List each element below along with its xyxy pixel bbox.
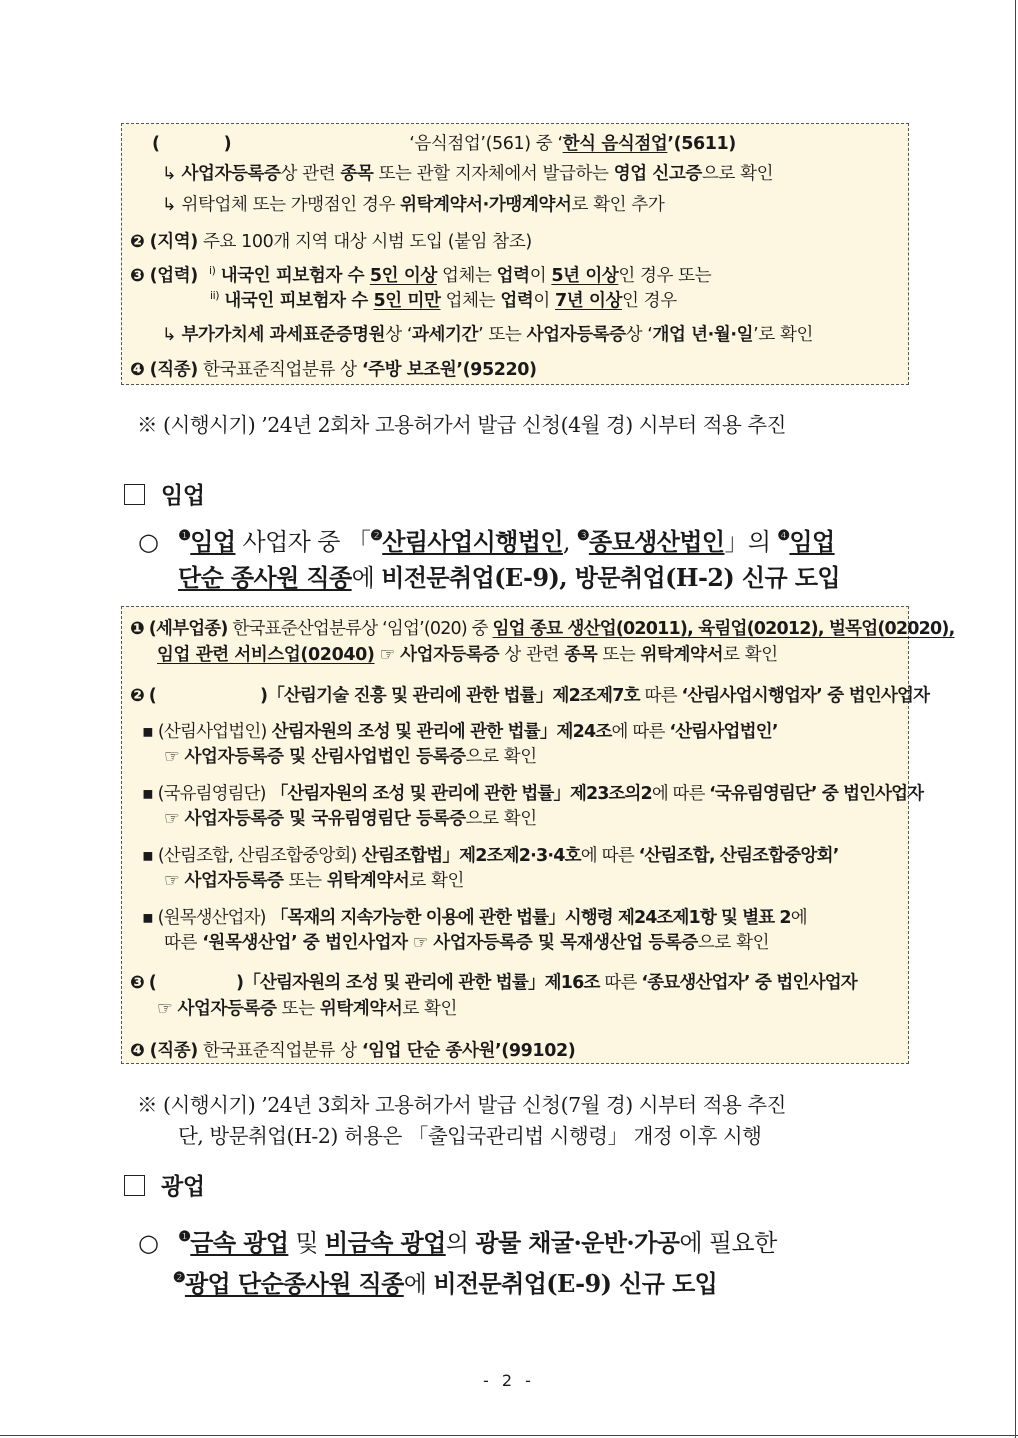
pointer-icon: ☞ xyxy=(374,645,401,665)
text: 따른 xyxy=(599,973,642,993)
bullet-square-icon: ▪ xyxy=(142,722,154,742)
text: 한국표준직업분류 상 xyxy=(197,360,362,380)
text-bold: 「산림기술 진흥 및 관리에 관한 법률」제2조제7호 xyxy=(267,686,640,706)
label: (원목생산업자) xyxy=(157,908,266,928)
text-bold: ‘산림조합, 산림조합중앙회’ xyxy=(638,846,839,866)
criteria-row xyxy=(164,929,769,954)
text-bold-underline: 비금속 광업 xyxy=(325,1228,446,1257)
forestry-main-line-1 xyxy=(138,522,835,557)
paren-open: ( xyxy=(152,134,160,154)
paren-open: ( xyxy=(148,686,156,706)
text: 로 확인 xyxy=(409,871,465,891)
text-bold-underline: 임업 종묘 생산업(02011), 육림업(02012), 벌목업(02020), xyxy=(492,619,955,639)
text-bold-underline: 종묘생산법인 xyxy=(588,527,725,556)
number-3-icon: ❸ xyxy=(130,973,145,993)
arrow-icon: ↳ xyxy=(162,325,177,345)
checkbox-square-icon xyxy=(124,1175,145,1196)
text-bold: ‘국유림영림단’ 중 법인사업자 xyxy=(709,784,924,804)
text-bold: 과세기간 xyxy=(412,325,479,345)
paren-open: ( xyxy=(148,973,156,993)
bullet-icon: ○ xyxy=(138,1229,159,1257)
text: 로 확인 xyxy=(402,999,458,1019)
sup-marker: ii) xyxy=(210,289,220,302)
text-bold: 「산림자원의 조성 및 관리에 관한 법률」제16조 xyxy=(243,973,600,993)
text: 상 관련 xyxy=(499,645,565,665)
text: 또는 xyxy=(283,871,327,891)
text-bold: 비전문취업(E-9), 방문취업(H-2) 신규 도입 xyxy=(381,563,841,592)
criteria-row xyxy=(164,867,464,892)
text-bold: 사업자등록증 및 목재생산업 등록증 xyxy=(433,933,698,953)
restaurant-criteria-box xyxy=(121,123,909,385)
text: ’로 확인 xyxy=(753,325,814,345)
text: 업체는 xyxy=(436,266,497,286)
text-bold-underline: 광업 단순종사원 직종 xyxy=(184,1269,404,1298)
text-bold: 사업자등록증 xyxy=(181,164,281,184)
pointer-icon: ☞ xyxy=(164,809,185,829)
text-bold: 위탁계약서 xyxy=(319,999,403,1019)
text-bold: 사업자등록증 xyxy=(177,999,277,1019)
label: (업력) xyxy=(149,266,198,286)
text: 으로 확인 xyxy=(465,747,537,767)
criteria-line-history-1 xyxy=(130,262,711,287)
label: (직종) xyxy=(149,1041,198,1061)
text: ’ 또는 xyxy=(478,325,527,345)
number-1-icon: ❶ xyxy=(130,619,145,639)
text-bold: ‘산림사업시행업자’ 중 법인사업자 xyxy=(681,686,930,706)
label: (국유림영림단) xyxy=(157,784,266,804)
text-bold: ‘산림사업법인’ xyxy=(669,722,778,742)
text: 인 경우 xyxy=(622,291,677,311)
criteria-row xyxy=(142,842,839,867)
text-bold: 영업 신고증 xyxy=(613,164,702,184)
section-heading-mining xyxy=(124,1168,205,1201)
text-bold: 내국인 피보험자 수 xyxy=(224,291,374,311)
criteria-row xyxy=(130,969,857,994)
text: 」의 xyxy=(724,528,778,556)
text: 에 따른 xyxy=(651,784,710,804)
text: 한국표준직업분류 상 xyxy=(197,1041,362,1061)
text: 상 관련 xyxy=(280,164,341,184)
text-bold: 「산림자원의 조성 및 관리에 관한 법률」제23조의2 xyxy=(265,784,652,804)
page-border-bottom xyxy=(0,1435,1018,1436)
number-2-icon: ❷ xyxy=(130,686,145,706)
criteria-line-consign xyxy=(162,191,664,216)
label: (지역) xyxy=(149,232,198,252)
text-bold: 「목재의 지속가능한 이용에 관한 법률」시행령 제24조제1항 및 별표 2 xyxy=(265,908,791,928)
text: 한국표준산업분류상 ‘임업’(020) 중 xyxy=(227,619,493,639)
pointer-icon: ☞ xyxy=(157,999,178,1019)
text-bold: 비전문취업(E-9) 신규 도입 xyxy=(433,1269,718,1298)
number-2-icon: ❷ xyxy=(370,528,383,544)
text: 이 xyxy=(533,291,556,311)
page-number: - 2 - xyxy=(483,1371,535,1390)
criteria-row xyxy=(130,615,954,640)
text: 인 경우 또는 xyxy=(618,266,712,286)
text: ‘음식점업’(561) 중 ‘ xyxy=(409,134,563,154)
text: 의 xyxy=(445,1229,476,1257)
text: 으로 확인 xyxy=(701,164,774,184)
number-3-icon: ❸ xyxy=(576,528,589,544)
text: 따른 xyxy=(639,686,682,706)
text-bold: 위탁계약서 xyxy=(326,871,410,891)
text-bold: 종목 xyxy=(340,164,374,184)
number-2-icon: ❷ xyxy=(130,232,145,252)
text: 에 xyxy=(403,1270,434,1298)
number-2-icon: ❷ xyxy=(173,1270,185,1286)
text-bold-underline: 임업 xyxy=(190,527,236,556)
text: 이 xyxy=(529,266,552,286)
text-bold: ‘원목생산업’ 중 법인사업자 xyxy=(202,933,408,953)
text-bold-underline: 임업 xyxy=(789,527,835,556)
text-bold: 내국인 피보험자 수 xyxy=(220,266,370,286)
text-bold: 위탁계약서 xyxy=(640,645,724,665)
text-bold-underline: 금속 광업 xyxy=(190,1228,289,1257)
arrow-icon: ↳ xyxy=(162,195,177,215)
number-4-icon: ❹ xyxy=(130,360,145,380)
criteria-row xyxy=(164,805,537,830)
criteria-row xyxy=(164,743,537,768)
section-heading-forestry xyxy=(124,477,205,510)
bullet-square-icon: ▪ xyxy=(142,908,153,928)
pointer-icon: ☞ xyxy=(164,871,185,891)
text-bold: 위탁계약서·가맹계약서 xyxy=(400,195,572,215)
text: 로 확인 추가 xyxy=(571,195,665,215)
paren-close: ) xyxy=(223,134,232,154)
text-bold: 사업자등록증 및 국유림영림단 등록증 xyxy=(184,809,466,829)
bullet-icon: ○ xyxy=(138,528,159,556)
text-bold: 산림자원의 조성 및 관리에 관한 법률」제24조 xyxy=(266,722,612,742)
criteria-row xyxy=(157,995,457,1020)
criteria-line-occupation xyxy=(130,356,537,381)
number-1-icon: ❶ xyxy=(178,1229,191,1245)
label: (산림사업법인) xyxy=(157,722,267,742)
bullet-square-icon: ▪ xyxy=(142,784,153,804)
text: 에 xyxy=(790,908,807,928)
text: 에 따른 xyxy=(580,846,639,866)
text-bold-underline: 임업 관련 서비스업(02040) xyxy=(157,645,375,665)
text-bold-underline: 단순 종사원 직종 xyxy=(178,563,352,592)
text: 으로 확인 xyxy=(697,933,770,953)
text-bold: 산림조합법」제2조제2·3·4호 xyxy=(356,846,581,866)
number-3-icon: ❸ xyxy=(130,266,145,286)
number-4-icon: ❹ xyxy=(777,528,790,544)
label: (직종) xyxy=(149,360,198,380)
criteria-row xyxy=(142,904,807,929)
mining-main-line-1 xyxy=(138,1223,777,1258)
text-bold: 부가가치세 과세표준증명원 xyxy=(181,325,386,345)
bullet-square-icon: ▪ xyxy=(142,846,154,866)
pointer-icon: ☞ xyxy=(164,747,185,767)
text-bold: 사업자등록증 및 산림사업법인 등록증 xyxy=(184,747,466,767)
note-schedule-2: ※ (시행시기) ’24년 3회차 고용허가서 발급 신청(7월 경) 시부터 적용 추진 xyxy=(137,1093,786,1117)
text: 에 xyxy=(351,564,382,592)
text-bold: 개업 년·월·일 xyxy=(652,325,754,345)
paren-close: ) xyxy=(260,686,268,706)
text: 에 필요한 xyxy=(679,1229,777,1257)
text: 업체는 xyxy=(440,291,501,311)
text: 또는 xyxy=(276,999,320,1019)
industry-code: ’(5611) xyxy=(667,134,736,154)
checkbox-square-icon xyxy=(124,484,145,505)
criteria-row xyxy=(130,682,929,707)
text-bold-underline: 산림사업시행법인 xyxy=(382,527,563,556)
text-bold: ‘임업 단순 종사원’(99102) xyxy=(361,1041,576,1061)
text-bold: ‘주방 보조원’(95220) xyxy=(361,360,537,380)
section-title: 광업 xyxy=(161,1173,205,1200)
text: 따른 xyxy=(164,933,203,953)
text-bold: 업력 xyxy=(500,291,534,311)
paren-close: ) xyxy=(236,973,244,993)
text: 위탁업체 또는 가맹점인 경우 xyxy=(181,195,401,215)
text-bold: 사업자등록증 xyxy=(526,325,626,345)
text: 로 확인 xyxy=(723,645,778,665)
text: 상 ‘ xyxy=(625,325,653,345)
criteria-row xyxy=(157,641,778,666)
text-bold: 광물 채굴·운반·가공 xyxy=(475,1228,680,1257)
criteria-line-history-2 xyxy=(210,287,677,312)
criteria-row xyxy=(142,780,923,805)
pointer-icon: ☞ xyxy=(407,933,434,953)
text-bold: 종목 xyxy=(564,645,598,665)
text: 및 xyxy=(288,1229,326,1257)
number-1-icon: ❶ xyxy=(178,528,191,544)
criteria-line-region xyxy=(130,228,532,253)
note-schedule-1: ※ (시행시기) ’24년 2회차 고용허가서 발급 신청(4월 경) 시부터 적용 추진 xyxy=(137,413,786,437)
text: 주요 100개 지역 대상 시범 도입 (붙임 참조) xyxy=(197,232,532,252)
text-bold-underline: 5년 이상 xyxy=(551,266,619,286)
label: (산림조합, 산림조합중앙회) xyxy=(157,846,357,866)
criteria-row xyxy=(130,1037,575,1062)
criteria-row xyxy=(142,718,778,743)
text: 상 ‘ xyxy=(385,325,413,345)
text: 사업자 중 「 xyxy=(235,528,371,556)
page-border-right xyxy=(1015,0,1016,1438)
text-bold: ‘종묘생산업자’ 중 법인사업자 xyxy=(641,973,857,993)
sup-marker: i) xyxy=(208,264,216,277)
note-schedule-2-cont: 단, 방문취업(H-2) 허용은 「출입국관리법 시행령」 개정 이후 시행 xyxy=(178,1124,762,1148)
text-bold: 업력 xyxy=(496,266,530,286)
label: (세부업종) xyxy=(148,619,228,639)
text-bold: 사업자등록증 xyxy=(184,871,284,891)
text-bold-underline: 5인 이상 xyxy=(369,266,437,286)
number-4-icon: ❹ xyxy=(130,1041,145,1061)
mining-main-line-2 xyxy=(173,1264,717,1299)
arrow-icon: ↳ xyxy=(162,164,177,184)
section-title: 임업 xyxy=(161,482,205,509)
criteria-line-vat xyxy=(162,321,813,346)
text: , xyxy=(562,528,577,556)
text-bold-underline: 7년 이상 xyxy=(555,291,623,311)
forestry-main-line-2 xyxy=(178,558,840,593)
forestry-criteria-box xyxy=(121,606,955,1064)
text-bold: 사업자등록증 xyxy=(400,645,500,665)
criteria-line-verify xyxy=(162,160,773,185)
text: 또는 xyxy=(597,645,641,665)
text: 으로 확인 xyxy=(465,809,537,829)
criteria-line-industry xyxy=(152,130,736,155)
text: 또는 관할 지자체에서 발급하는 xyxy=(373,164,614,184)
text: 에 따른 xyxy=(611,722,670,742)
text-bold-underline: 5인 미만 xyxy=(373,291,441,311)
industry-name: 한식 음식점업 xyxy=(562,134,668,154)
